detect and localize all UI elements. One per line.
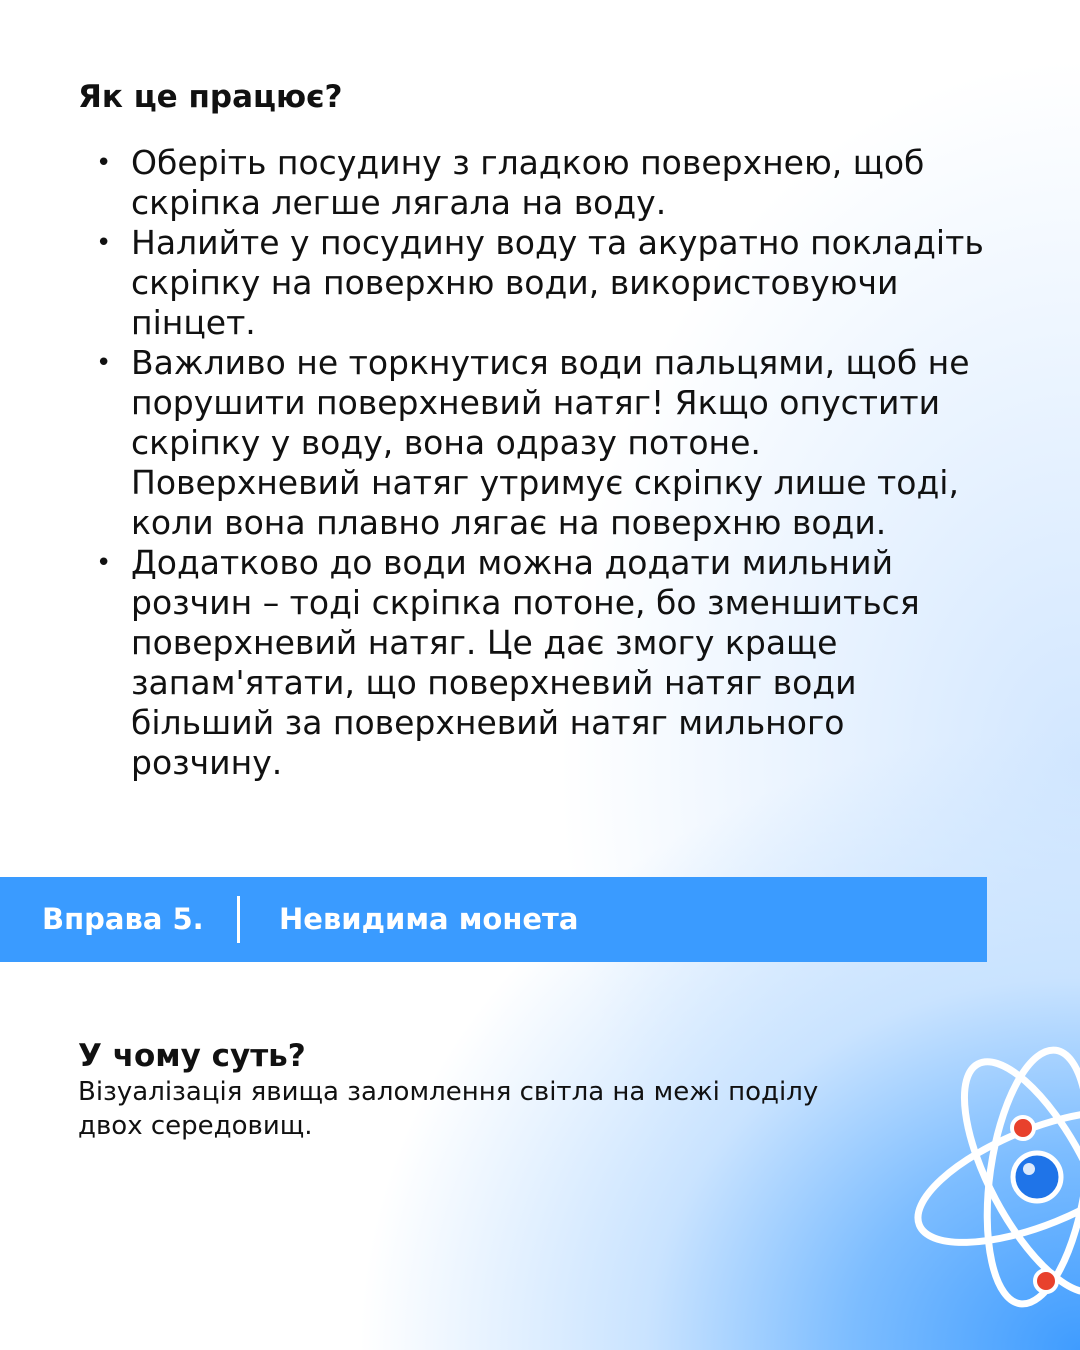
atom-icon (900, 1040, 1080, 1350)
list-item-text: Оберіть посудину з гладкою поверхнею, щоб скріпка легше лягала на воду. (131, 143, 925, 222)
how-it-works-list (96, 143, 996, 783)
electron-top (1012, 1117, 1034, 1139)
list-item-text: Додатково до води можна додати мильний розчин – тоді скріпка потоне, бо зменшиться поверхневий натяг. Це дає змогу краще запам'ятати, що поверхневий натяг води більший за поверхневий натяг мильного розчину. (131, 543, 920, 782)
bullet-dot-icon: • (96, 548, 112, 578)
exercise-name: Невидима монета (279, 902, 579, 936)
essence-title: У чому суть? (78, 1038, 306, 1074)
banner-divider (237, 896, 240, 943)
bullet-dot-icon: • (96, 228, 112, 258)
list-item-text: Важливо не торкнутися води пальцями, щоб не порушити поверхневий натяг! Якщо опустити скріпку у воду, вона одразу потоне. Поверхневий натяг утримує скріпку лише тоді, коли вона плавно лягає на поверхню води. (131, 343, 970, 542)
exercise-number: Вправа 5. (42, 902, 204, 936)
list-item (96, 223, 996, 343)
electron-bottom (1035, 1270, 1057, 1292)
list-item (96, 143, 996, 223)
list-item (96, 543, 996, 783)
how-it-works-title: Як це працює? (78, 79, 343, 115)
exercise-banner (0, 877, 987, 962)
essence-text: Візуалізація явища заломлення світла на межі поділу двох середовищ. (78, 1077, 819, 1141)
list-item (96, 343, 996, 543)
nucleus-highlight (1023, 1163, 1035, 1175)
bullet-dot-icon: • (96, 148, 112, 178)
list-item-text: Налийте у посудину воду та акуратно покладіть скріпку на поверхню води, використовуючи пінцет. (131, 223, 984, 342)
bullet-dot-icon: • (96, 348, 112, 378)
nucleus (1013, 1153, 1061, 1201)
